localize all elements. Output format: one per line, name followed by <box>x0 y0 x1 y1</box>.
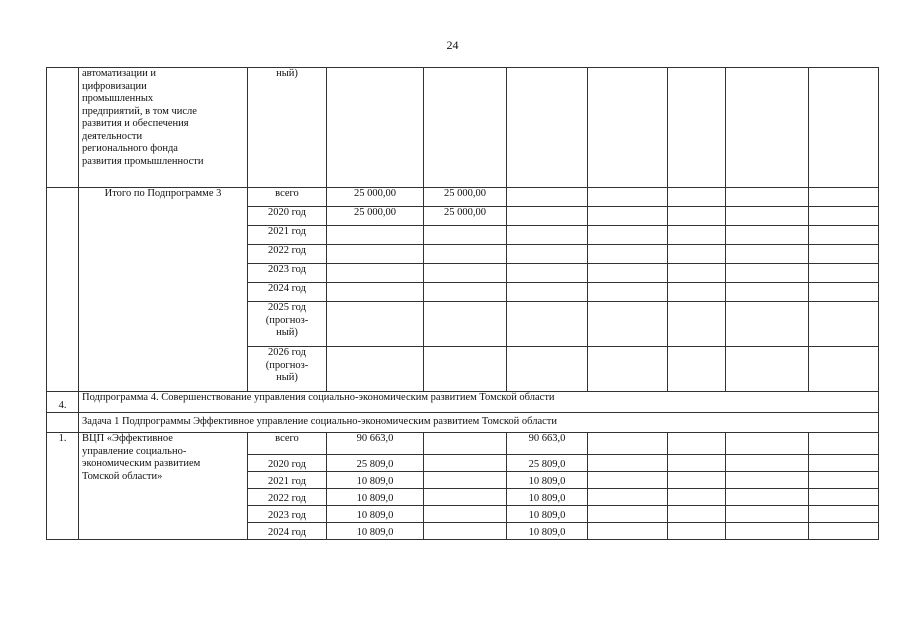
cell-value <box>424 506 507 523</box>
table-row <box>47 433 879 455</box>
cell-empty <box>726 472 809 489</box>
cell-empty <box>809 433 879 455</box>
cell-number <box>47 68 79 188</box>
cell-value <box>327 264 424 283</box>
cell-empty <box>668 302 726 347</box>
cell-empty <box>588 207 668 226</box>
cell-value <box>507 283 588 302</box>
cell-value <box>424 283 507 302</box>
cell-empty <box>726 226 809 245</box>
vcp-name-line: экономическим развитием <box>82 458 201 469</box>
cell-value <box>507 347 588 392</box>
cell-empty <box>726 433 809 455</box>
period-line: 2022 год <box>268 245 306 256</box>
task-row <box>47 413 879 433</box>
cell-empty <box>588 245 668 264</box>
vcp-number: 1. <box>47 433 79 540</box>
cell-value <box>424 226 507 245</box>
budget-table <box>46 67 879 540</box>
cell-value <box>424 523 507 540</box>
activity-name-line: автоматизации и <box>82 68 156 79</box>
cell-empty <box>588 283 668 302</box>
cell-empty <box>726 506 809 523</box>
cell-value: 25 809,0 <box>327 455 424 472</box>
cell-value <box>507 302 588 347</box>
cell-empty <box>809 472 879 489</box>
period-line: (прогноз- <box>265 314 309 326</box>
cell-period <box>248 302 327 347</box>
cell-value <box>507 188 588 207</box>
cell-value: 10 809,0 <box>507 523 588 540</box>
cell-value <box>424 245 507 264</box>
period-line: 2020 год <box>268 207 306 218</box>
subprogram4-title: Подпрограмма 4. Совершенствование управления социально-экономическим развитием Томской области <box>79 392 879 413</box>
cell-period: всего <box>248 433 327 455</box>
subprogram4-number: 4. <box>47 392 79 413</box>
cell-empty <box>809 226 879 245</box>
cell-empty <box>726 302 809 347</box>
period-line: (прогноз- <box>265 359 309 371</box>
cell-empty <box>588 506 668 523</box>
cell-empty <box>668 347 726 392</box>
cell-value <box>327 245 424 264</box>
cell-empty <box>588 472 668 489</box>
activity-name-line: промышленных <box>82 93 154 104</box>
cell-empty <box>809 506 879 523</box>
cell-empty <box>809 523 879 540</box>
activity-name-line: развития и обеспечения <box>82 118 189 129</box>
cell-empty <box>809 489 879 506</box>
cell-value <box>507 264 588 283</box>
cell-empty <box>668 264 726 283</box>
cell-value <box>424 472 507 489</box>
vcp-name-line: Томской области» <box>82 470 163 482</box>
cell-empty <box>424 68 507 188</box>
cell-empty <box>668 489 726 506</box>
cell-empty <box>726 283 809 302</box>
cell-empty <box>809 245 879 264</box>
subprogram4-header-row <box>47 392 879 413</box>
cell-value <box>507 245 588 264</box>
cell-empty <box>668 188 726 207</box>
table-body <box>47 68 879 540</box>
cell-value <box>424 264 507 283</box>
cell-value <box>327 302 424 347</box>
period-line: 2023 год <box>268 264 306 275</box>
cell-empty <box>809 455 879 472</box>
cell-empty <box>809 207 879 226</box>
cell-value: 25 000,00 <box>327 188 424 207</box>
period-line: всего <box>275 188 299 199</box>
cell-period: ный) <box>248 68 327 188</box>
cell-activity-name <box>79 68 248 188</box>
cell-value: 10 809,0 <box>327 506 424 523</box>
cell-value: 10 809,0 <box>507 489 588 506</box>
cell-value <box>327 347 424 392</box>
cell-empty <box>809 347 879 392</box>
activity-name-line: предприятий, в том числе <box>82 105 197 117</box>
cell-empty <box>668 455 726 472</box>
cell-period <box>248 226 327 245</box>
cell-empty <box>668 68 726 188</box>
cell-empty <box>588 489 668 506</box>
cell-empty <box>726 68 809 188</box>
period-line: ный) <box>276 327 298 338</box>
period-line: 2024 год <box>268 283 306 294</box>
cell-empty <box>726 347 809 392</box>
cell-empty <box>588 302 668 347</box>
cell-value: 10 809,0 <box>507 506 588 523</box>
cell-empty <box>588 455 668 472</box>
cell-empty <box>588 433 668 455</box>
cell-empty <box>726 264 809 283</box>
cell-value: 25 000,00 <box>424 188 507 207</box>
cell-empty <box>726 207 809 226</box>
cell-empty <box>809 283 879 302</box>
cell-empty <box>809 302 879 347</box>
cell-empty <box>507 68 588 188</box>
cell-empty <box>588 264 668 283</box>
cell-value: 10 809,0 <box>327 523 424 540</box>
cell-period <box>248 207 327 226</box>
cell-empty <box>809 264 879 283</box>
cell-value: 25 809,0 <box>507 455 588 472</box>
cell-empty <box>668 506 726 523</box>
task-title: Задача 1 Подпрограммы Эффективное управление социально-экономическим развитием Томской области <box>79 413 879 433</box>
cell-empty <box>726 245 809 264</box>
cell-empty <box>588 68 668 188</box>
cell-empty <box>327 68 424 188</box>
cell-value <box>424 347 507 392</box>
cell-period: 2022 год <box>248 489 327 506</box>
cell-period <box>248 264 327 283</box>
cell-empty <box>668 207 726 226</box>
cell-value: 25 000,00 <box>424 207 507 226</box>
vcp-name <box>79 433 248 540</box>
table-row <box>47 188 879 207</box>
cell-value <box>424 433 507 455</box>
activity-name-line: развития промышленности <box>82 155 204 167</box>
cell-value: 10 809,0 <box>507 472 588 489</box>
cell-period: 2023 год <box>248 506 327 523</box>
period-line: ный) <box>276 372 298 383</box>
cell-empty <box>668 283 726 302</box>
vcp-name-line: управление социально- <box>82 445 187 457</box>
cell-value <box>507 207 588 226</box>
cell-period: 2021 год <box>248 472 327 489</box>
cell-empty <box>668 226 726 245</box>
cell-empty <box>588 347 668 392</box>
cell-period <box>248 188 327 207</box>
activity-name-line: цифровизации <box>82 80 147 92</box>
vcp-name-line: ВЦП «Эффективное <box>82 433 173 444</box>
cell-value <box>424 489 507 506</box>
cell-value: 25 000,00 <box>327 207 424 226</box>
cell-empty <box>668 433 726 455</box>
cell-value <box>424 302 507 347</box>
cell-value: 10 809,0 <box>327 489 424 506</box>
cell-empty <box>588 523 668 540</box>
subprogram3-total-label: Итого по Подпрограмме 3 <box>79 188 248 392</box>
cell-number <box>47 413 79 433</box>
cell-empty <box>668 523 726 540</box>
cell-empty <box>809 188 879 207</box>
cell-value <box>507 226 588 245</box>
cell-period: 2020 год <box>248 455 327 472</box>
cell-empty <box>726 188 809 207</box>
cell-empty <box>726 523 809 540</box>
cell-value: 90 663,0 <box>507 433 588 455</box>
cell-value <box>327 283 424 302</box>
cell-empty <box>726 455 809 472</box>
cell-period <box>248 283 327 302</box>
cell-value: 10 809,0 <box>327 472 424 489</box>
period-line: 2025 год <box>268 302 306 313</box>
cell-empty <box>668 472 726 489</box>
activity-name-line: деятельности <box>82 130 143 142</box>
period-line: 2021 год <box>268 226 306 237</box>
cell-empty <box>668 245 726 264</box>
cell-empty <box>588 188 668 207</box>
cell-empty <box>809 68 879 188</box>
period-line: 2026 год <box>268 347 306 358</box>
cell-value <box>327 226 424 245</box>
page-number: 24 <box>446 38 459 52</box>
cell-empty <box>588 226 668 245</box>
cell-number <box>47 188 79 392</box>
activity-name-line: регионального фонда <box>82 143 178 154</box>
cell-empty <box>726 489 809 506</box>
cell-period <box>248 245 327 264</box>
cell-period: 2024 год <box>248 523 327 540</box>
table-row-continuation <box>47 68 879 188</box>
cell-period <box>248 347 327 392</box>
cell-value: 90 663,0 <box>327 433 424 455</box>
cell-value <box>424 455 507 472</box>
